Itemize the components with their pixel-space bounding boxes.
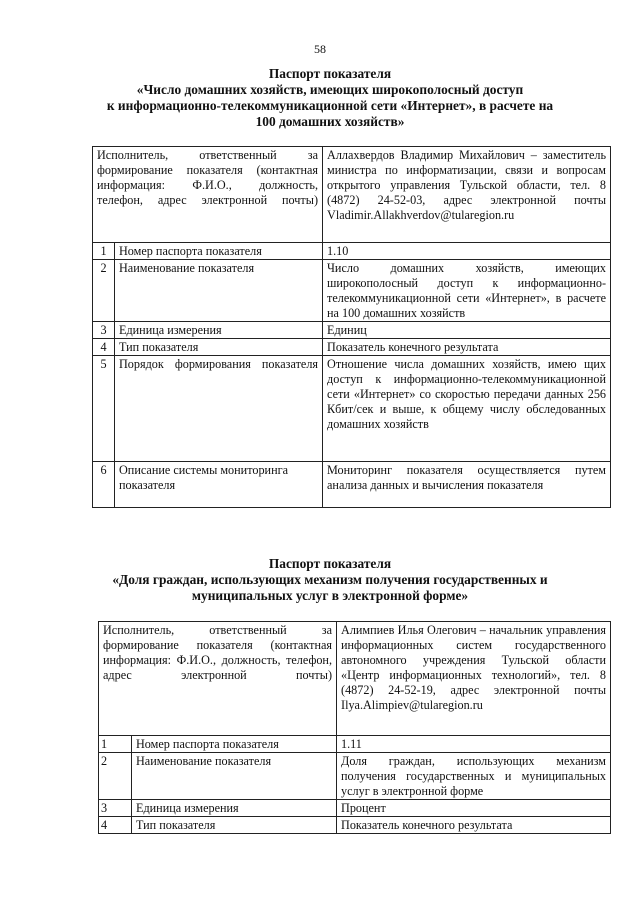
row-number: 1 [93,243,115,260]
passport-1-heading: Паспорт показателя [268,66,392,81]
table-row [99,753,611,800]
row-value: Показатель конечного результата [337,817,611,834]
passport-2-title-line: «Доля граждан, использующих механизм получения государственных и [112,572,548,587]
table-row [93,322,611,339]
row-number: 3 [99,800,132,817]
passport-1-title-line: к информационно-телекоммуникационной сети «Интернет», в расчете на [106,98,554,113]
row-value: Процент [337,800,611,817]
table-row [99,736,611,753]
table-row [99,800,611,817]
row-number: 4 [93,339,115,356]
row-value: 1.10 [323,243,611,260]
table-row [99,622,611,736]
passport-1-title-line: 100 домашних хозяйств» [255,114,405,129]
row-number: 3 [93,322,115,339]
row-label: Тип показателя [115,339,323,356]
row-value: Отношение числа домашних хозяйств, имею щих доступ к информационно-телекоммуникационной сети «Интернет» со скоростью передачи данных 256 Кбит/сек и выше, к общему числу обследованных домашних хозяйств [323,356,611,462]
row-number: 1 [99,736,132,753]
passport-2-heading: Паспорт показателя [268,556,392,571]
row-number: 4 [99,817,132,834]
row-value: Число домашних хозяйств, имеющих широкополосный доступ к информационно-телекоммуникационной сети «Интернет», в расчете на 100 домашних хозяйств [323,260,611,322]
row-number: 5 [93,356,115,462]
passport-1-title [70,66,590,130]
page-number: 58 [314,42,326,56]
table-row [93,243,611,260]
passport-2-title [70,556,590,604]
table-row [99,817,611,834]
passport-2-table [98,621,611,834]
row-label: Единица измерения [115,322,323,339]
table-row [93,260,611,322]
row-label: Номер паспорта показателя [115,243,323,260]
table-row [93,147,611,243]
row-label: Порядок формирования показателя [115,356,323,462]
row-number: 2 [99,753,132,800]
passport-1-title-line: «Число домашних хозяйств, имеющих широкополосный доступ [136,82,524,97]
row-value: Единиц [323,322,611,339]
row-label: Наименование показателя [115,260,323,322]
row-label: Наименование показателя [132,753,337,800]
passport-1-table [92,146,611,508]
row-label: Описание системы мониторинга показателя [115,462,323,508]
row-number: 6 [93,462,115,508]
table-row [93,462,611,508]
row-label: Тип показателя [132,817,337,834]
row-label: Номер паспорта показателя [132,736,337,753]
table-row [93,339,611,356]
row-value: Показатель конечного результата [323,339,611,356]
table-row [93,356,611,462]
row-number: 2 [93,260,115,322]
row-value: Мониторинг показателя осуществляется путем анализа данных и вычисления показателя [323,462,611,508]
passport-2-title-line: муниципальных услуг в электронной форме» [191,588,469,603]
row-label: Единица измерения [132,800,337,817]
row-value: 1.11 [337,736,611,753]
executor-value: Аллахвердов Владимир Михайлович – заместитель министра по информатизации, связи и вопросам открытого управления Тульской области, тел. 8 (4872) 24-52-03, адрес электронной почты Vladimir.Allakhverdov@tularegion.ru [323,147,611,243]
executor-value: Алимпиев Илья Олегович – начальник управления информационных систем государственного автономного учреждения Тульской области «Центр информационных технологий», тел. 8 (4872) 24-52-19, адрес электронной почты Ilya.Alimpiev@tularegion.ru [337,622,611,736]
row-value: Доля граждан, использующих механизм получения государственных и муниципальных услуг в электронной форме [337,753,611,800]
executor-label: Исполнитель, ответственный за формирование показателя (контактная информация: Ф.И.О., должность, телефон, адрес электронной почты) [93,147,323,243]
executor-label: Исполнитель, ответственный за формирование показателя (контактная информация: Ф.И.О., должность, телефон, адрес электронной почты) [99,622,337,736]
